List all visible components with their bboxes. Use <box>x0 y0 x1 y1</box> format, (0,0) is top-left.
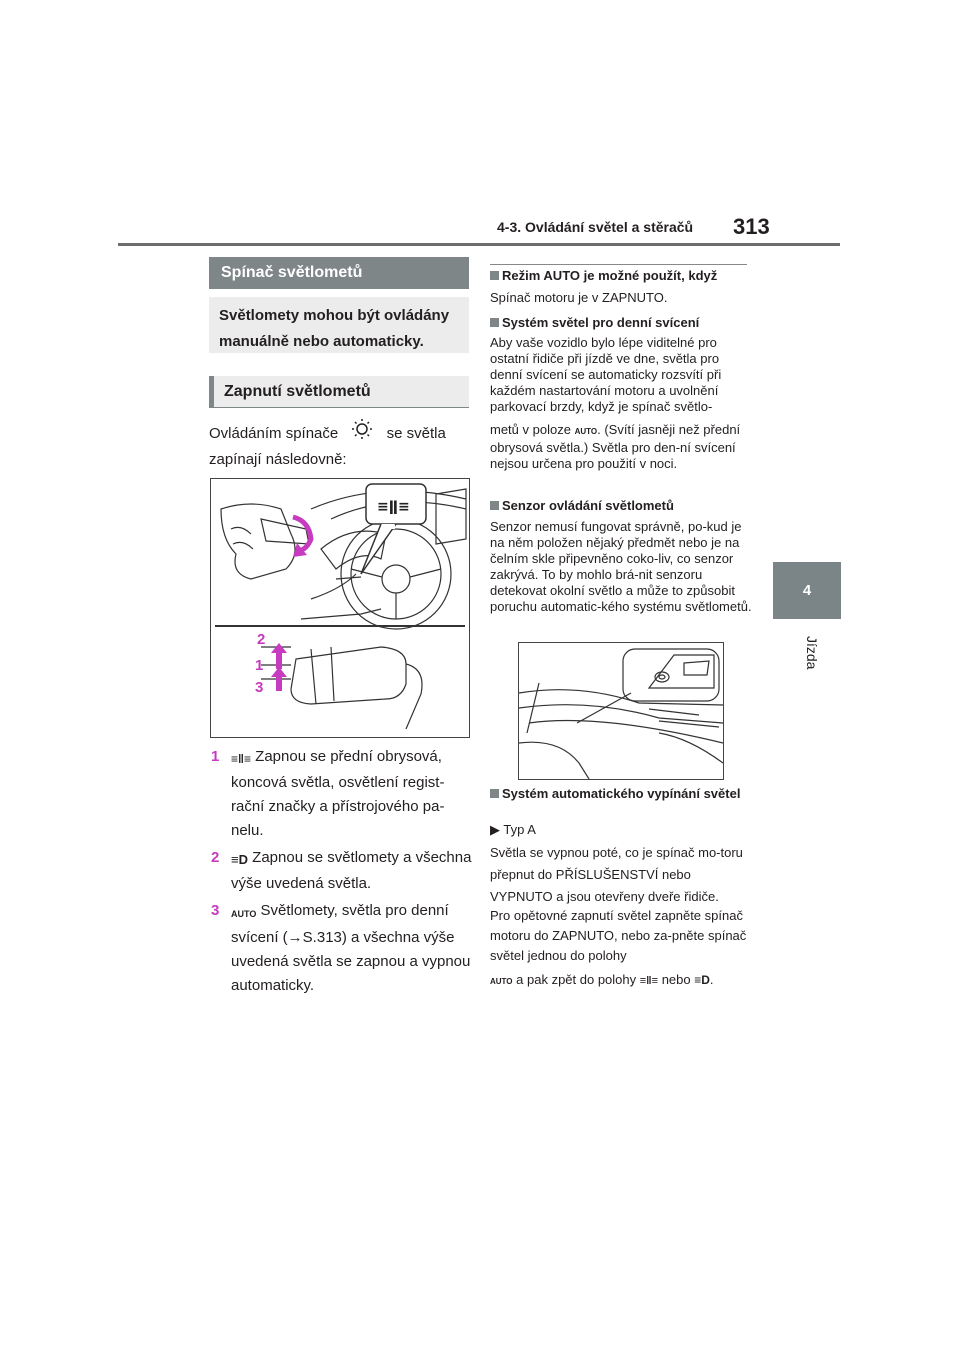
right-text-reenable: Pro opětovné zapnutí světel zapněte spínač motoru do ZAPNUTO, nebo za-pněte spínač světel jednou do polohy <box>490 908 747 963</box>
triangle-bullet-icon: ▶ <box>490 822 500 837</box>
right-text-autooff: Světla se vypnou poté, co je spínač mo-toru přepnut do PŘÍSLUŠENSTVÍ nebo VYPNUTO a jsou otevřeny dveře řidiče. <box>490 845 743 904</box>
list-item: 2 ≡D Zapnou se světlomety a všechna výše uvedená světla. <box>211 849 472 892</box>
illustration-drawing <box>211 479 469 737</box>
page-number: 313 <box>733 214 770 239</box>
sensor-illustration <box>518 642 724 780</box>
right-heading-drl: Systém světel pro denní svícení <box>490 315 750 330</box>
headlight-symbol-icon <box>342 418 382 440</box>
right-text-auto: Spínač motoru je v ZAPNUTO. <box>490 290 668 305</box>
sensor-drawing <box>519 643 723 779</box>
section-heading: Spínač světlometů <box>209 257 469 289</box>
chapter-tab: 4 <box>773 562 841 619</box>
auto-icon: AUTO <box>231 909 257 919</box>
right-text-drl-2: metů v poloze AUTO. (Svítí jasněji než přední obrysová světla.) Světla pro den-ní svícení nejsou určena pro použití v noci. <box>490 422 741 471</box>
right-heading-sensor: Senzor ovládání světlometů <box>490 498 750 513</box>
list-item: 1 ≡ǁ≡ Zapnou se přední obrysová, koncová světla, osvětlení regist-rační značky a přístrojového pa-nelu. <box>211 748 445 839</box>
lead-text: Ovládáním spínače se světla zapínají následovně: <box>209 418 469 473</box>
auto-icon: AUTO <box>574 427 598 436</box>
svg-text:≡ǁ≡: ≡ǁ≡ <box>377 499 410 515</box>
type-label: ▶ Typ A <box>490 822 536 837</box>
right-text-reenable-2: AUTO a pak zpět do polohy ≡ǁ≡ nebo ≡D. <box>490 972 714 987</box>
subsection-heading: Zapnutí světlometů <box>209 376 469 408</box>
header-rule <box>118 243 840 246</box>
parking-lights-icon: ≡ǁ≡ <box>639 975 659 987</box>
right-heading-autooff: Systém automatického vypínání světel <box>490 786 750 801</box>
section-title: 4-3. Ovládání světel a stěračů <box>497 219 694 235</box>
headlights-icon: ≡D <box>231 852 248 867</box>
chapter-tab-label: Jízda <box>804 636 820 670</box>
figure-label-1: 1 <box>255 657 264 674</box>
right-rule <box>490 264 747 265</box>
right-heading-auto: Režim AUTO je možné použít, když <box>490 268 750 283</box>
right-text-drl: Aby vaše vozidlo bylo lépe viditelné pro ostatní řidiče při jízdě ve dne, světla pro denní svícení se automaticky rozsvítí při každém nastartování motoru a uvolnění parkovací brzdy, když je spínač světlo- <box>490 335 722 414</box>
auto-icon: AUTO <box>490 977 513 986</box>
figure-label-2: 2 <box>257 631 266 648</box>
right-text-sensor: Senzor nemusí fungovat správně, po-kud je na něm položen nějaký předmět nebo je na čelním skle připevněno coko-liv, co senzor zakrývá. To by mohlo brá-nit senzoru detekovat okolní světlo a může to způsobit poruchu automatic-kého systému světlometů. <box>490 519 752 614</box>
intro-box: Světlomety mohou být ovládány manuálně nebo automaticky. <box>209 297 469 353</box>
list-item: 3 AUTO Světlomety, světla pro denní svícení (→S.313) a všechna výše uvedená světla se zapnou a vypnou automaticky. <box>211 902 471 994</box>
parking-lights-icon: ≡ǁ≡ <box>231 752 251 766</box>
headlights-icon: ≡D <box>694 973 710 987</box>
light-switch-illustration <box>210 478 470 738</box>
figure-label-3: 3 <box>255 679 264 696</box>
